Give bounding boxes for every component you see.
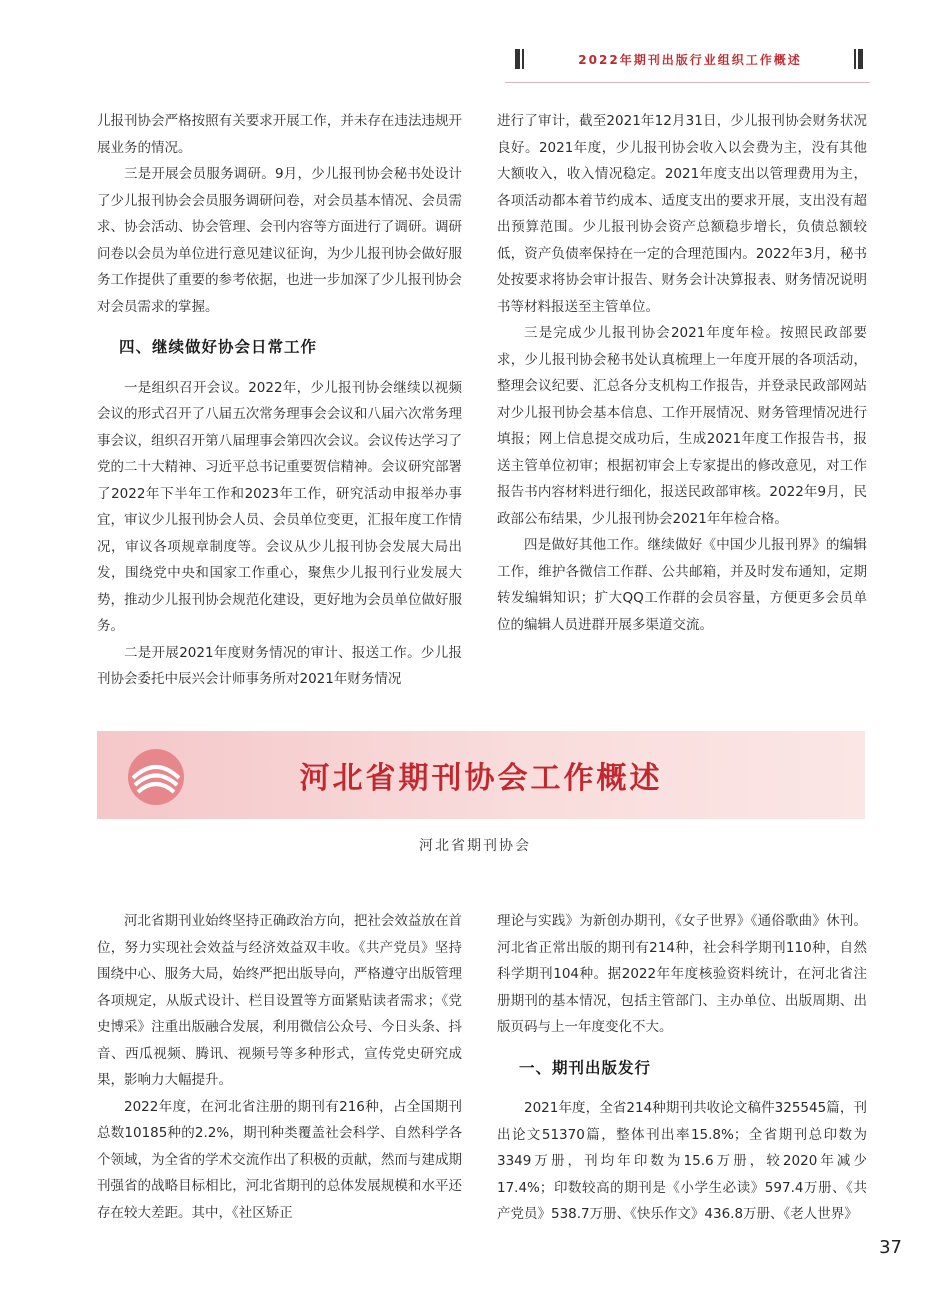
paragraph: 儿报刊协会严格按照有关要求开展工作，并未存在违法违规开展业务的情况。 bbox=[97, 113, 462, 156]
paragraph: 2021年度，全省214种期刊共收论文稿件325545篇，刊出论文51370篇，整体刊出率15.8%；全省期刊总印数为3349万册，刊均年印数为15.6万册，较2020年减少17.4%；印数较高的期刊是《小学生必读》597.4万册、《共产党员》538.7万册、《快乐作文》436.8万册、《老人世界》 bbox=[497, 1100, 867, 1222]
header-bar-mark-right bbox=[854, 49, 865, 69]
paragraph: 四是做好其他工作。继续做好《中国少儿报刊界》的编辑工作，维护各微信工作群、公共邮箱，并及时发布通知，定期转发编辑知识；扩大QQ工作群的会员容量，方便更多会员单位的编辑人员进群开展多渠道交流。 bbox=[497, 537, 867, 633]
header-divider bbox=[505, 82, 870, 83]
paragraph: 三是开展会员服务调研。9月，少儿报刊协会秘书处设计了少儿报刊协会会员服务调研问卷，对会员基本情况、会员需求、协会活动、协会管理、会刊内容等方面进行了调研。调研问卷以会员为单位进行意见建议征询，为少儿报刊协会做好服务工作提供了重要的参考依据，也进一步加深了少儿报刊协会对会员需求的掌握。 bbox=[97, 166, 462, 315]
paragraph: 理论与实践》为新创办期刊，《女子世界》《通俗歌曲》休刊。河北省正常出版的期刊有214种，社会科学期刊110种，自然科学期刊104种。据2022年年度核验资料统计，在河北省注册期刊的基本情况，包括主管部门、主办单位、出版周期、出版页码与上一年度变化不大。 bbox=[497, 913, 867, 1035]
running-header-title: 2022年期刊出版行业组织工作概述 bbox=[578, 52, 802, 67]
paragraph: 河北省期刊业始终坚持正确政治方向，把社会效益放在首位，努力实现社会效益与经济效益双丰收。《共产党员》坚持围绕中心、服务大局，始终严把出版导向，严格遵守出版管理各项规定，从版式设计、栏目设置等方面紧贴读者需求；《党史博采》注重出版融合发展，利用微信公众号、今日头条、抖音、西瓜视频、腾讯、视频号等多种形式，宣传党史研究成果，影响力大幅提升。 bbox=[97, 913, 462, 1088]
paragraph: 进行了审计，截至2021年12月31日，少儿报刊协会财务状况良好。2021年度，少儿报刊协会收入以会费为主，没有其他大额收入，收入情况稳定。2021年度支出以管理费用为主，各项活动都本着节约成本、适度支出的要求开展，支出没有超出预算范围。少儿报刊协会资产总额稳步增长，负债总额较低，资产负债率保持在一定的合理范围内。2022年3月，秘书处按要求将协会审计报告、财务会计决算报表、财务情况说明书等材料报送至主管单位。 bbox=[497, 113, 867, 315]
article-left-column bbox=[97, 908, 462, 1226]
article-title-banner bbox=[97, 731, 865, 819]
paragraph: 2022年度，在河北省注册的期刊有216种，占全国期刊总数10185种的2.2%，期刊种类覆盖社会科学、自然科学各个领域，为全省的学术交流作出了积极的贡献，然而与建成期刊强省的战略目标相比，河北省期刊的总体发展规模和水平还存在较大差距。其中，《社区矫正 bbox=[97, 1098, 462, 1221]
section-heading: 四、继续做好协会日常工作 bbox=[119, 338, 318, 356]
running-header bbox=[515, 42, 865, 76]
article-title: 河北省期刊协会工作概述 bbox=[299, 761, 663, 796]
article-author: 河北省期刊协会 bbox=[419, 838, 531, 854]
section-heading: 一、期刊出版发行 bbox=[519, 1058, 652, 1077]
paragraph: 三是完成少儿报刊协会2021年度年检。按照民政部要求，少儿报刊协会秘书处认真梳理上一年度开展的各项活动，整理会议纪要、汇总各分支机构工作报告，并登录民政部网站对少儿报刊协会基本信息、工作开展情况、财务管理情况进行填报；网上信息提交成功后，生成2021年度工作报告书，报送主管单位初审；根据初审会上专家提出的修改意见，对工作报告书内容材料进行细化，报送民政部审核。2022年9月，民政部公布结果，少儿报刊协会2021年年检合格。 bbox=[497, 325, 867, 527]
top-right-column bbox=[497, 108, 867, 638]
top-left-column bbox=[97, 108, 462, 693]
header-bar-mark-left bbox=[515, 49, 526, 69]
page-number: 37 bbox=[879, 1237, 902, 1258]
article-right-column bbox=[497, 908, 867, 1228]
paragraph: 一是组织召开会议。2022年，少儿报刊协会继续以视频会议的形式召开了八届五次常务理事会会议和八届六次常务理事会议，组织召开第八届理事会第四次会议。会议传达学习了党的二十大精神、习近平总书记重要贺信精神。会议研究部署了2022年下半年工作和2023年工作，研究活动申报举办事宜，审议少儿报刊协会人员、会员单位变更，汇报年度工作情况，审议各项规章制度等。会议从少儿报刊协会发展大局出发，围绕党中央和国家工作重心，聚焦少儿报刊行业发展大势，推动少儿报刊协会规范化建设，更好地为会员单位做好服务。 bbox=[97, 379, 462, 634]
paragraph: 二是开展2021年度财务情况的审计、报送工作。少儿报刊协会委托中辰兴会计师事务所对2021年财务情况 bbox=[97, 644, 462, 687]
